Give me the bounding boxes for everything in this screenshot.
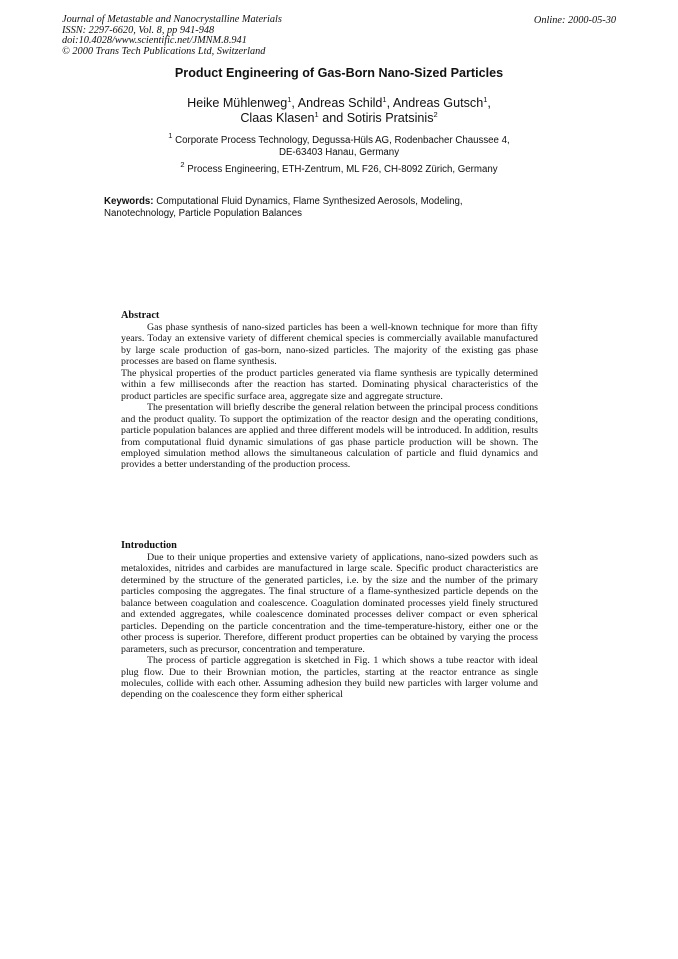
journal-header — [62, 15, 282, 57]
affiliation-marker: 1 — [382, 95, 387, 104]
author-name: Heike Mühlenweg — [187, 96, 288, 110]
issn-line: ISSN: 2297-6620, Vol. 8, pp 941-948 — [62, 24, 215, 36]
author-name: , Andreas Schild — [291, 96, 383, 110]
abstract-paragraph: The presentation will briefly describe the general relation between the principal process conditions and the product quality. To support the optimization of the reactor design and the operating conditions, particle population balances are applied and three different models will be introduced. In addition, results from computational fluid dynamic simulations of gas phase particle production will be shown. The employed simulation method allows the simultaneous calculation of particle and fluid dynamics and provides a better understanding of the production process. — [121, 402, 538, 471]
affiliation-marker: 1 — [287, 95, 292, 104]
abstract-heading: Abstract — [121, 310, 160, 321]
author-line-1 — [0, 96, 678, 111]
abstract-paragraph: Gas phase synthesis of nano-sized particles has been a well-known technique for more than fifty years. Today an extensive variety of different chemical species is commercially available manufactured by large scale production of gas-born, nano-sized particles. The majority of the existing gas phase processes are based on flame synthesis. — [121, 322, 538, 368]
affiliation-marker: 1 — [483, 95, 488, 104]
affiliation-number: 1 — [168, 131, 173, 140]
introduction-paragraph: Due to their unique properties and extensive variety of applications, nano-sized powders such as metaloxides, nitrides and carbides are manufactured in large scale. Specific product characteristics are determined by the structure of the generated particles, i.e. by the size and the number of the primary particles composing the aggregates. The final structure of a flame-synthesized particle depends on the balance between coagulation and coalescence. Coagulation dominated processes yield finely structured and extended aggregates, while coalescence dominated processes deliver compact or even spherical particles. Depending on the particle concentration and the time-temperature-history, either one or the other process is superior. Therefore, different product properties can be obtained by varying the process parameters, such as precursor, concentration and temperature. — [121, 552, 538, 655]
paper-title: Product Engineering of Gas-Born Nano-Sized Particles — [174, 66, 504, 80]
affiliation-2 — [0, 160, 678, 176]
affiliation-text: Process Engineering, ETH-Zentrum, ML F26, CH-8092 Zürich, Germany — [187, 164, 498, 175]
keywords-label: Keywords: — [104, 196, 154, 207]
online-date: Online: 2000-05-30 — [533, 15, 616, 26]
affiliation-number: 2 — [180, 160, 185, 169]
affiliation-marker: 1 — [314, 110, 319, 119]
author-name: , Andreas Gutsch — [386, 96, 484, 110]
introduction-section — [121, 540, 538, 701]
affiliation-text: Corporate Process Technology, Degussa-Hüls AG, Rodenbacher Chaussee 4, — [175, 135, 510, 146]
author-line-2 — [0, 111, 678, 126]
doi-line: doi:10.4028/www.scientific.net/JMNM.8.941 — [62, 35, 247, 47]
affiliation-marker: 2 — [433, 110, 438, 119]
copyright-line: © 2000 Trans Tech Publications Ltd, Switzerland — [62, 45, 266, 57]
introduction-paragraph: The process of particle aggregation is sketched in Fig. 1 which shows a tube reactor with ideal plug flow. Due to their Brownian motion, the particles, starting at the reactor entrance as single molecules, collide with each other. Assuming adhesion they build new particles with larger volume and depending on the coalescence they form either spherical — [121, 655, 538, 701]
keywords-block — [104, 196, 524, 219]
abstract-paragraph: The physical properties of the product particles generated via flame synthesis are typically determined within a few milliseconds after the reaction has started. Dominating physical characteristics of the product particles are specific surface area, aggregate size and aggregate structure. — [121, 367, 538, 402]
introduction-heading: Introduction — [121, 540, 177, 551]
affiliation-text: DE-63403 Hanau, Germany — [278, 146, 400, 158]
keywords-text: Computational Fluid Dynamics, Flame Synthesized Aerosols, Modeling, Nanotechnology, Particle Population Balances — [104, 196, 463, 219]
author-list — [0, 96, 678, 126]
author-separator: , — [487, 96, 491, 110]
author-name: and Sotiris Pratsinis — [318, 111, 434, 125]
abstract-section — [121, 310, 538, 471]
author-name: Claas Klasen — [240, 111, 315, 125]
journal-name: Journal of Metastable and Nanocrystalline Materials — [62, 14, 282, 25]
affiliation-1 — [0, 131, 678, 158]
